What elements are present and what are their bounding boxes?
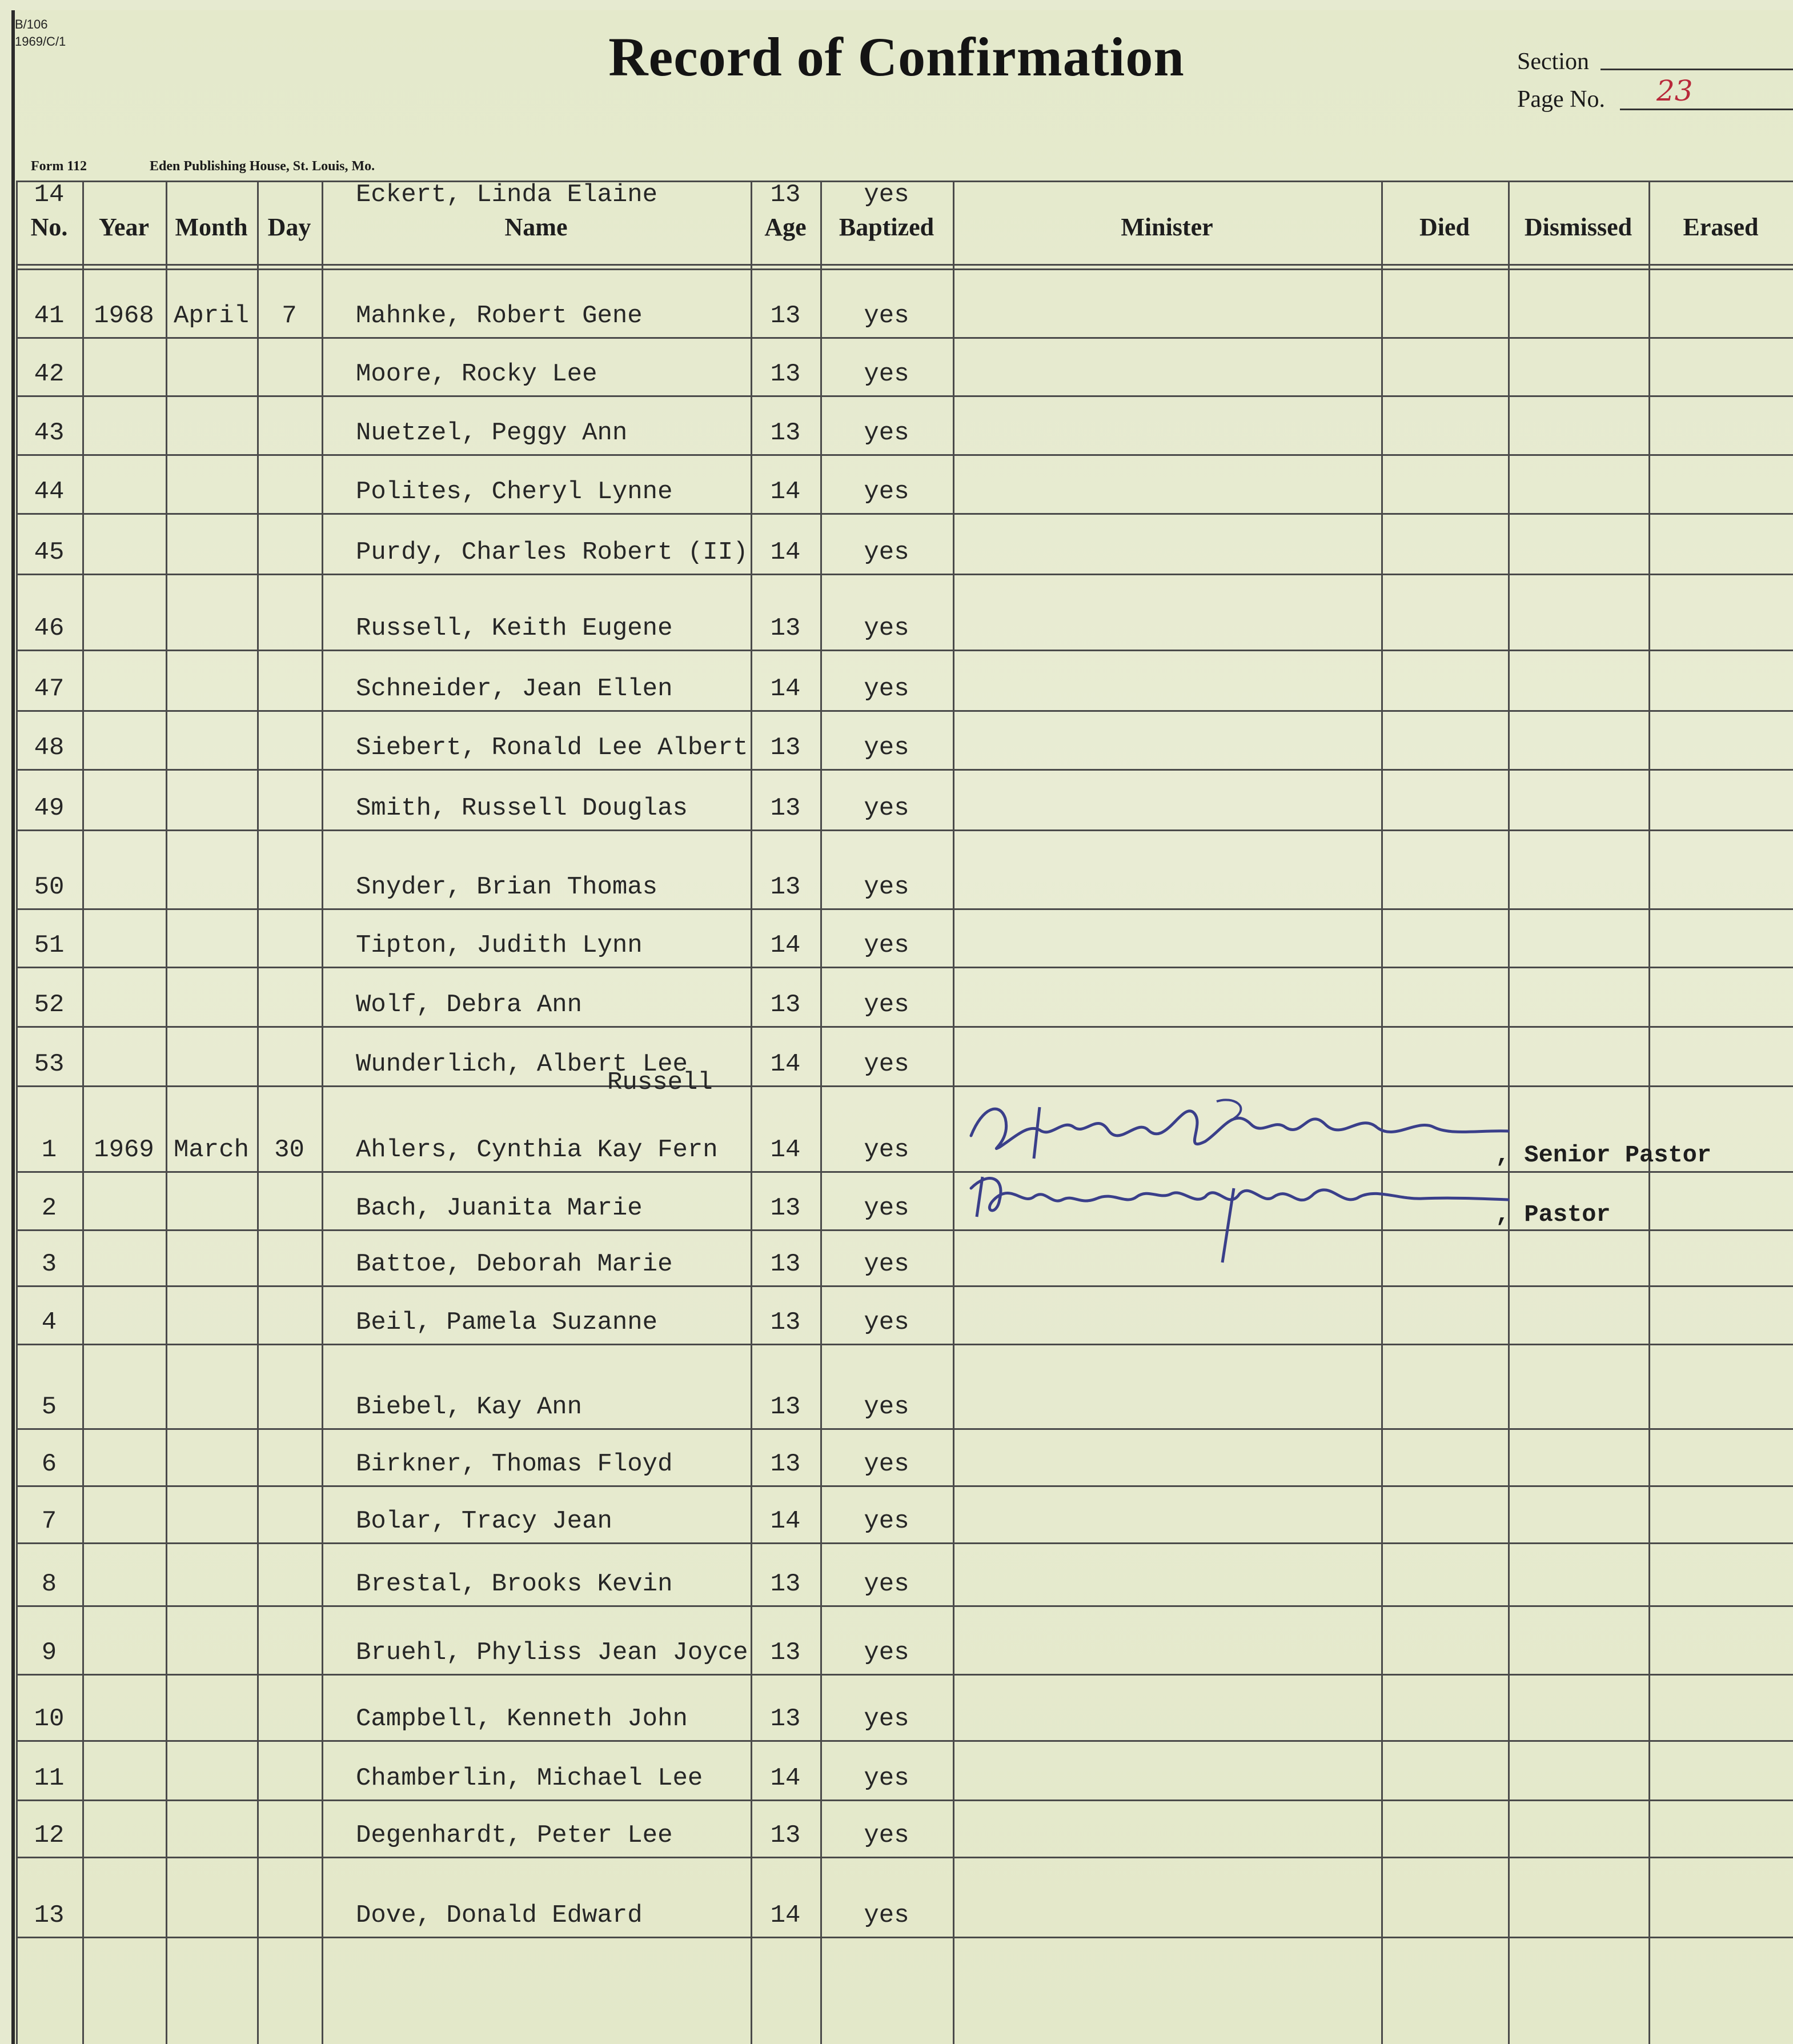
row-divider [16,337,1793,339]
cell-name: Birkner, Thomas Floyd [356,1450,673,1478]
archive-ref-line-1: B/106 [15,17,48,31]
cell-age: 14 [770,1764,801,1793]
cell-day: 7 [282,302,297,330]
header-divider [16,264,1793,266]
cell-baptized: yes [864,419,909,447]
cell-month: April [173,302,250,330]
column-header-died: Died [1419,213,1470,241]
row-divider [16,967,1793,968]
cell-year: 1968 [94,302,154,330]
cell-no: 50 [34,873,65,901]
cell-baptized: yes [864,1250,909,1278]
cell-no: 46 [34,614,65,643]
cell-age: 13 [770,1450,801,1478]
cell-age: 14 [770,1901,801,1930]
cell-no: 43 [34,419,65,447]
cell-age: 14 [770,478,801,506]
minister-title-2: , Pastor [1495,1201,1611,1228]
column-header-erased: Erased [1683,213,1759,241]
cell-age: 14 [770,675,801,703]
cell-no: 1 [41,1136,57,1164]
column-header-minister: Minister [1121,213,1213,241]
row-divider [16,1799,1793,1801]
column-divider [166,181,167,2044]
cell-baptized: yes [864,675,909,703]
cell-baptized: yes [864,794,909,823]
cell-baptized: yes [864,1901,909,1930]
column-divider [82,181,84,2044]
cell-baptized: yes [864,1450,909,1478]
cell-name: Ahlers, Cynthia Kay Fern [356,1136,718,1164]
cell-age: 14 [770,931,801,960]
column-divider [953,181,954,2044]
confirmation-table [16,181,1793,2044]
cell-no: 6 [41,1450,57,1478]
cell-age: 13 [770,360,801,388]
cell-age: 13 [770,614,801,643]
cell-age: 13 [770,1705,801,1733]
cell-name: Mahnke, Robert Gene [356,302,643,330]
cell-baptized: yes [864,1821,909,1850]
cell-no: 12 [34,1821,65,1850]
cell-age: 13 [770,1308,801,1337]
cell-baptized: yes [864,931,909,960]
column-header-dismissed: Dismissed [1524,213,1632,241]
cell-no: 41 [34,302,65,330]
column-header-baptized: Baptized [839,213,934,241]
row-divider [16,1229,1793,1231]
cell-age: 13 [770,1250,801,1278]
form-number: Form 112 [31,159,87,174]
cell-age: 13 [770,873,801,901]
cell-name: Moore, Rocky Lee [356,360,597,388]
cell-no: 53 [34,1050,65,1079]
page-title: Record of Confirmation [608,26,1185,87]
row-divider [16,1857,1793,1858]
cell-age: 13 [770,302,801,330]
row-divider [16,1428,1793,1430]
cell-age: 13 [770,734,801,762]
cell-name: Polites, Cheryl Lynne [356,478,673,506]
row-divider [16,829,1793,831]
row-divider [16,1285,1793,1287]
cell-name: Chamberlin, Michael Lee [356,1764,703,1793]
cell-name: Biebel, Kay Ann [356,1393,583,1421]
cell-baptized: yes [864,614,909,643]
row-divider [16,1344,1793,1345]
row-divider [16,908,1793,910]
cell-no: 4 [41,1308,57,1337]
cell-baptized: yes [864,181,909,209]
page-number-value: 23 [1656,74,1693,107]
cell-name: Smith, Russell Douglas [356,794,688,823]
cell-no: 9 [41,1638,57,1667]
cell-name: Eckert, Linda Elaine [356,181,658,209]
row-divider [16,1542,1793,1544]
cell-month: March [173,1136,250,1164]
row-divider [16,1485,1793,1487]
cell-no: 5 [41,1393,57,1421]
cell-name: Tipton, Judith Lynn [356,931,643,960]
row-divider [16,769,1793,771]
cell-baptized: yes [864,1136,909,1164]
cell-baptized: yes [864,1050,909,1079]
cell-baptized: yes [864,1764,909,1793]
cell-baptized: yes [864,991,909,1019]
cell-age: 13 [770,1821,801,1850]
cell-name: Bolar, Tracy Jean [356,1507,612,1536]
cell-no: 48 [34,734,65,762]
cell-no: 52 [34,991,65,1019]
column-header-name: Name [504,213,568,241]
column-divider [322,181,323,2044]
cell-day: 30 [274,1136,304,1164]
row-divider [16,1674,1793,1676]
publisher: Eden Publishing House, St. Louis, Mo. [150,159,375,174]
cell-baptized: yes [864,1308,909,1337]
signature-senior-pastor-icon [965,1096,1514,1164]
cell-age: 13 [770,1638,801,1667]
cell-baptized: yes [864,360,909,388]
cell-no: 13 [34,1901,65,1930]
cell-no: 14 [34,181,65,209]
column-header-day: Day [267,213,311,241]
cell-baptized: yes [864,302,909,330]
cell-name: Brestal, Brooks Kevin [356,1570,673,1598]
cell-name: Dove, Donald Edward [356,1901,643,1930]
cell-name: Schneider, Jean Ellen [356,675,673,703]
page-number-label: Page No. [1517,86,1605,113]
cell-year: 1969 [94,1136,154,1164]
cell-age: 13 [770,1194,801,1223]
cell-no: 3 [41,1250,57,1278]
cell-name: Degenhardt, Peter Lee [356,1821,673,1850]
cell-baptized: yes [864,1638,909,1667]
row-divider [16,454,1793,456]
cell-baptized: yes [864,873,909,901]
row-divider [16,574,1793,575]
cell-name: Bruehl, Phyliss Jean Joyce [356,1638,748,1667]
cell-baptized: yes [864,1705,909,1733]
row-divider [16,1740,1793,1742]
cell-no: 2 [41,1194,57,1223]
cell-age: 13 [770,1570,801,1598]
cell-baptized: yes [864,734,909,762]
cell-no: 49 [34,794,65,823]
cell-baptized: yes [864,1194,909,1223]
cell-baptized: yes [864,1393,909,1421]
cell-name: Battoe, Deborah Marie [356,1250,673,1278]
cell-age: 13 [770,794,801,823]
cell-age: 13 [770,419,801,447]
row-divider [16,1937,1793,1938]
cell-no: 42 [34,360,65,388]
cell-age: 14 [770,538,801,567]
cell-age: 13 [770,991,801,1019]
minister-title-1: , Senior Pastor [1495,1141,1712,1169]
section-label: Section [1517,49,1589,75]
cell-no: 51 [34,931,65,960]
cell-no: 45 [34,538,65,567]
archive-ref-line-2: 1969/C/1 [15,34,66,49]
cell-age: 14 [770,1136,801,1164]
section-line [1601,69,1793,70]
column-divider [1648,181,1650,2044]
header-divider [16,268,1793,270]
cell-no: 44 [34,478,65,506]
cell-name: Russell, Keith Eugene [356,614,673,643]
cell-baptized: yes [864,478,909,506]
cell-name: Snyder, Brian Thomas [356,873,658,901]
cell-no: 10 [34,1705,65,1733]
cell-age: 13 [770,181,801,209]
row-divider [16,513,1793,515]
row-divider [16,1026,1793,1028]
cell-baptized: yes [864,538,909,567]
row-divider [16,1605,1793,1607]
cell-no: 11 [34,1764,65,1793]
column-header-month: Month [175,213,248,241]
cell-name: Beil, Pamela Suzanne [356,1308,658,1337]
column-header-no: No. [30,213,68,241]
column-header-age: Age [764,213,807,241]
cell-name: Siebert, Ronald Lee Albert [356,734,748,762]
signature-pastor-icon [965,1165,1514,1268]
cell-age: 14 [770,1507,801,1536]
cell-name: Bach, Juanita Marie [356,1194,643,1223]
cell-no: 8 [41,1570,57,1598]
cell-age: 13 [770,1393,801,1421]
row-divider [16,395,1793,397]
cell-no: 7 [41,1507,57,1536]
cell-baptized: yes [864,1570,909,1598]
cell-baptized: yes [864,1507,909,1536]
cell-name-continuation: Russell [607,1068,713,1097]
cell-no: 47 [34,675,65,703]
column-header-year: Year [99,213,149,241]
cell-name: Wunderlich, Albert Lee [356,1050,688,1079]
row-divider [16,710,1793,712]
row-divider [16,1171,1793,1173]
row-divider [16,1085,1793,1087]
cell-name: Purdy, Charles Robert (II) [356,538,748,567]
page-number-line [1620,109,1793,110]
column-divider [257,181,259,2044]
cell-age: 14 [770,1050,801,1079]
cell-name: Campbell, Kenneth John [356,1705,688,1733]
row-divider [16,650,1793,651]
cell-name: Wolf, Debra Ann [356,991,583,1019]
cell-name: Nuetzel, Peggy Ann [356,419,628,447]
